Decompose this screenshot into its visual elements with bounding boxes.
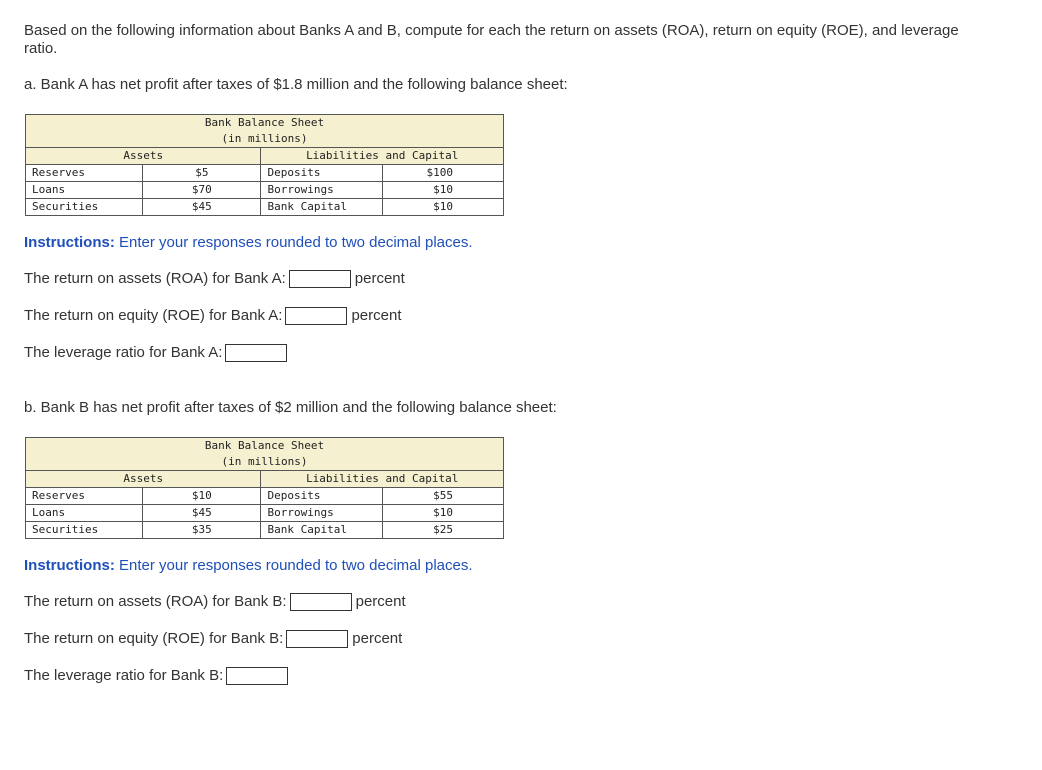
liability-value: $10 xyxy=(382,199,503,216)
table-row xyxy=(26,199,504,216)
liability-value: $100 xyxy=(382,165,503,182)
bank-a-leverage-row xyxy=(24,343,290,363)
asset-value: $5 xyxy=(143,165,261,182)
roa-unit: percent xyxy=(355,593,406,610)
liability-name: Bank Capital xyxy=(261,199,382,216)
bank-a-roe-row xyxy=(24,306,402,326)
liability-name: Borrowings xyxy=(261,505,382,522)
part-a-instructions xyxy=(24,234,473,251)
sheet-title: Bank Balance Sheet xyxy=(26,115,504,132)
asset-name: Reserves xyxy=(26,165,143,182)
assets-header: Assets xyxy=(26,471,261,488)
liability-name: Bank Capital xyxy=(261,522,382,539)
liability-name: Borrowings xyxy=(261,182,382,199)
asset-value: $45 xyxy=(143,199,261,216)
instructions-label: Instructions: xyxy=(24,234,115,251)
liability-name: Deposits xyxy=(261,488,382,505)
table-row xyxy=(26,182,504,199)
assets-header: Assets xyxy=(26,148,261,165)
asset-value: $35 xyxy=(143,522,261,539)
asset-value: $10 xyxy=(143,488,261,505)
bank-a-balance-sheet xyxy=(25,114,504,216)
asset-name: Loans xyxy=(26,182,143,199)
question-intro: Based on the following information about Banks A and B, compute for each the return on assets (ROA), return on equity (ROE), and leverage ratio. xyxy=(24,22,959,57)
bank-b-roa-input[interactable] xyxy=(290,593,352,611)
liability-value: $10 xyxy=(382,182,503,199)
sheet-subtitle: (in millions) xyxy=(26,454,504,471)
roe-label: The return on equity (ROE) for Bank B: xyxy=(24,630,284,647)
liabilities-header: Liabilities and Capital xyxy=(261,148,504,165)
asset-name: Reserves xyxy=(26,488,143,505)
bank-b-roa-row xyxy=(24,592,406,612)
bank-b-roe-input[interactable] xyxy=(286,630,348,648)
bank-b-leverage-input[interactable] xyxy=(226,667,288,685)
instructions-label: Instructions: xyxy=(24,557,115,574)
roe-unit: percent xyxy=(352,630,403,647)
part-b-instructions xyxy=(24,557,473,574)
asset-value: $45 xyxy=(143,505,261,522)
instructions-text: Enter your responses rounded to two decimal places. xyxy=(114,557,473,574)
table-row xyxy=(26,165,504,182)
roe-unit: percent xyxy=(351,307,402,324)
leverage-label: The leverage ratio for Bank B: xyxy=(24,667,224,684)
roe-label: The return on equity (ROE) for Bank A: xyxy=(24,307,283,324)
bank-b-leverage-row xyxy=(24,666,291,686)
liability-value: $10 xyxy=(382,505,503,522)
instructions-text: Enter your responses rounded to two decimal places. xyxy=(114,234,473,251)
leverage-label: The leverage ratio for Bank A: xyxy=(24,344,223,361)
liabilities-header: Liabilities and Capital xyxy=(261,471,504,488)
asset-name: Securities xyxy=(26,199,143,216)
sheet-subtitle: (in millions) xyxy=(26,131,504,148)
roa-label: The return on assets (ROA) for Bank A: xyxy=(24,270,286,287)
part-b-prompt: b. Bank B has net profit after taxes of $2 million and the following balance sheet: xyxy=(24,399,557,416)
part-a-prompt: a. Bank A has net profit after taxes of $1.8 million and the following balance sheet: xyxy=(24,76,568,93)
bank-b-balance-sheet xyxy=(25,437,504,539)
roa-unit: percent xyxy=(354,270,405,287)
asset-name: Loans xyxy=(26,505,143,522)
bank-a-roa-row xyxy=(24,269,405,289)
asset-value: $70 xyxy=(143,182,261,199)
table-row xyxy=(26,522,504,539)
bank-a-roe-input[interactable] xyxy=(285,307,347,325)
table-row xyxy=(26,505,504,522)
liability-value: $25 xyxy=(382,522,503,539)
table-row xyxy=(26,488,504,505)
asset-name: Securities xyxy=(26,522,143,539)
roa-label: The return on assets (ROA) for Bank B: xyxy=(24,593,287,610)
sheet-title: Bank Balance Sheet xyxy=(26,438,504,455)
liability-name: Deposits xyxy=(261,165,382,182)
liability-value: $55 xyxy=(382,488,503,505)
bank-b-roe-row xyxy=(24,629,402,649)
bank-a-leverage-input[interactable] xyxy=(225,344,287,362)
bank-a-roa-input[interactable] xyxy=(289,270,351,288)
